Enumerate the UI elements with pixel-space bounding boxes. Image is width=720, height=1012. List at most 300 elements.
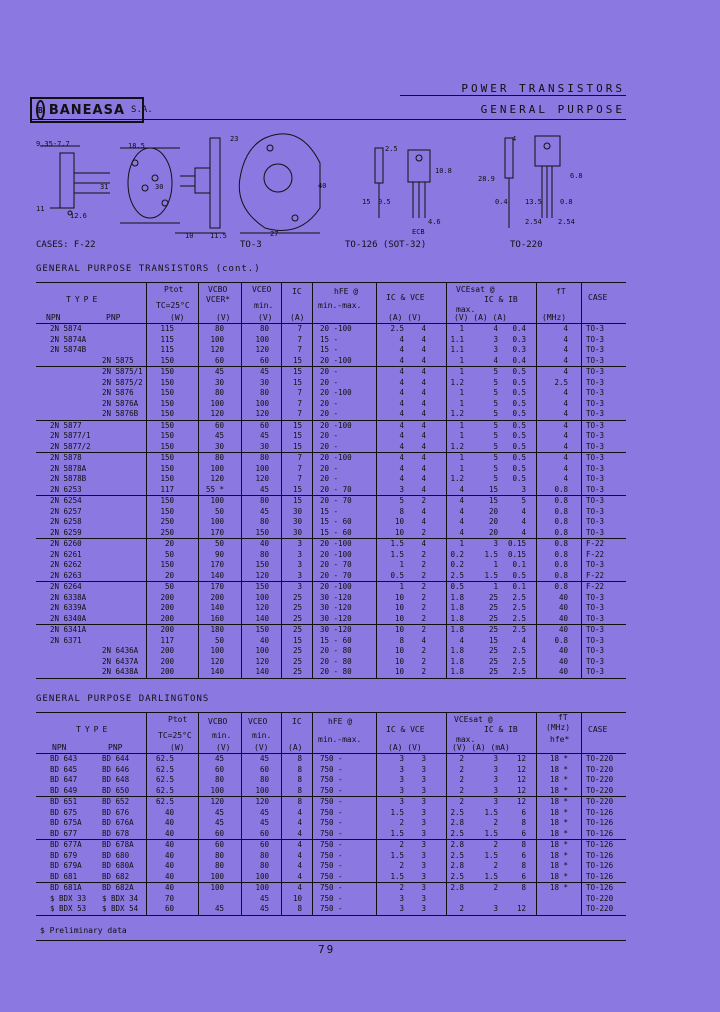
cell-pnp: BD 680A xyxy=(102,861,134,870)
cell-icc: 3 xyxy=(399,785,404,795)
cell-vce: 2 xyxy=(421,603,426,612)
cell-ft: 0.8 xyxy=(554,517,568,526)
cell-vce: 3 xyxy=(421,818,426,827)
cell-isat: 25 xyxy=(488,613,498,623)
cell-ptot: 150 xyxy=(160,441,174,451)
cell-vce: 2 xyxy=(421,613,426,623)
cell-ib: 0.5 xyxy=(512,388,526,397)
cell-ptot: 50 xyxy=(164,582,174,591)
cell-case: TO-126 xyxy=(586,818,614,827)
logo-suffix: S.A. xyxy=(131,105,153,115)
cell-ptot: 150 xyxy=(160,355,174,365)
cell-isat: 25 xyxy=(488,625,498,634)
cell-isat: 20 xyxy=(488,527,498,537)
cell-ic: 7 xyxy=(297,324,302,333)
cell-vceo: 30 xyxy=(259,441,269,451)
cell-vsat: 4 xyxy=(459,484,464,494)
cell-ic: 15 xyxy=(292,441,302,451)
cell-ib: 0.1 xyxy=(512,582,526,591)
cell-vceo: 30 xyxy=(259,377,269,387)
cell-vcbo: 120 xyxy=(210,345,224,354)
cell-case: F-22 xyxy=(586,539,605,548)
cell-case: TO-3 xyxy=(586,560,605,569)
transistor-row xyxy=(36,614,626,626)
transistor-row xyxy=(36,421,626,432)
cell-hfe: 750 - xyxy=(320,775,343,784)
cell-isat: 5 xyxy=(493,367,498,376)
cell-ib: 5 xyxy=(521,496,526,505)
cell-case: TO-3 xyxy=(586,474,605,483)
cell-isat: 15 xyxy=(488,484,498,494)
cell-vcbo: 100 xyxy=(210,398,224,408)
cell-ib: 2.5 xyxy=(512,625,526,634)
cell-ic: 30 xyxy=(292,527,302,537)
cell-vceo: 80 xyxy=(259,850,269,860)
cell-ptot: 150 xyxy=(160,506,174,516)
cell-npn: BD 677 xyxy=(50,828,78,838)
dim-to3-1: 30 xyxy=(155,183,164,191)
column-divider xyxy=(241,712,242,916)
cell-case: TO-3 xyxy=(586,496,605,505)
cell-vsat: 2 xyxy=(459,904,464,913)
cell-ft: 4 xyxy=(563,453,568,462)
cell-vsat: 1 xyxy=(459,367,464,376)
cell-ft: 0.8 xyxy=(554,549,568,559)
cell-vceo: 100 xyxy=(255,871,269,881)
cell-pnp: BD 676A xyxy=(102,818,134,827)
cell-ib: 8 xyxy=(521,883,526,892)
cell-vce: 2 xyxy=(421,549,426,559)
cell-vceo: 100 xyxy=(255,334,269,344)
cell-isat: 3 xyxy=(493,754,498,763)
cell-ptot: 200 xyxy=(160,603,174,612)
cell-hfe: 20 - 80 xyxy=(320,667,352,676)
cell-ic: 15 xyxy=(292,484,302,494)
cell-case: TO-3 xyxy=(586,420,605,430)
th2-vcbo-unit: (V) xyxy=(216,743,231,752)
cell-ib: 4 xyxy=(521,527,526,537)
cell-case: TO-3 xyxy=(586,463,605,473)
th-hfe-range: min.-max. xyxy=(318,301,362,310)
cell-hfe: 20 - xyxy=(320,431,339,440)
cell-hfe: 750 - xyxy=(320,893,343,903)
cell-ft: 40 xyxy=(558,603,568,612)
cell-vcbo: 180 xyxy=(210,625,224,634)
transistor-row xyxy=(36,474,626,485)
cell-hfe: 750 - xyxy=(320,883,343,892)
cell-npn: 2N 5874B xyxy=(50,345,87,354)
cell-npn: BD 675A xyxy=(50,818,82,827)
cell-vcbo: 60 xyxy=(214,355,224,365)
dim-to3-3: 10 xyxy=(185,232,194,240)
cell-icc: 3 xyxy=(399,484,404,494)
cell-pnp: BD 678 xyxy=(102,828,130,838)
cell-ic: 15 xyxy=(292,431,302,440)
cell-vceo: 100 xyxy=(255,646,269,655)
cell-icc: 4 xyxy=(399,420,404,430)
cell-vsat: 1.2 xyxy=(450,409,464,418)
cell-ptot: 150 xyxy=(160,398,174,408)
cell-ft: 40 xyxy=(558,667,568,676)
cell-case: TO-3 xyxy=(586,345,605,354)
cell-vceo: 140 xyxy=(255,613,269,623)
cell-hfe: 20 -100 xyxy=(320,582,352,591)
cell-ic: 30 xyxy=(292,517,302,526)
cell-hfe: 15 - 60 xyxy=(320,527,352,537)
cell-ft: 0.8 xyxy=(554,570,568,580)
cell-ib: 2.5 xyxy=(512,603,526,612)
column-divider xyxy=(198,712,199,916)
case-label-to220: TO-220 xyxy=(510,240,543,250)
cell-isat: 3 xyxy=(493,539,498,548)
cell-icc: 3 xyxy=(399,904,404,913)
cell-case: TO-3 xyxy=(586,603,605,612)
th2-vceo: VCEO xyxy=(248,717,268,726)
cell-ic: 8 xyxy=(297,764,302,774)
cell-hfe: 750 - xyxy=(320,785,343,795)
cell-ptot: 200 xyxy=(160,646,174,655)
th-vcesat-cond: IC & IB xyxy=(484,295,518,304)
darlington-row xyxy=(36,775,626,786)
cell-icc: 2 xyxy=(399,818,404,827)
cell-ib: 2.5 xyxy=(512,592,526,602)
cell-vsat: 2 xyxy=(459,775,464,784)
cell-vce: 4 xyxy=(421,355,426,365)
cell-case: TO-220 xyxy=(586,785,614,795)
darlington-row xyxy=(36,765,626,776)
cell-ib: 0.5 xyxy=(512,441,526,451)
cell-vcbo: 45 xyxy=(214,904,224,913)
cell-icc: 10 xyxy=(394,603,404,612)
cell-isat: 15 xyxy=(488,635,498,645)
transistor-row xyxy=(36,409,626,421)
cell-ic: 25 xyxy=(292,656,302,666)
cell-case: TO-126 xyxy=(586,871,614,881)
cell-ptot: 117 xyxy=(160,635,174,645)
th2-ic: IC xyxy=(292,717,302,726)
cell-vcbo: 60 xyxy=(214,840,224,849)
th2-ft: fT xyxy=(558,713,568,722)
cell-ft: 0.8 xyxy=(554,635,568,645)
dim-to126-0: 2.5 xyxy=(385,145,398,153)
dim-f22-0: 9.35-7.7 xyxy=(36,140,70,148)
darlington-row xyxy=(36,861,626,872)
cell-isat: 5 xyxy=(493,431,498,440)
cell-vcbo: 60 xyxy=(214,420,224,430)
th-hfe: hFE @ xyxy=(334,287,359,296)
dim-f22-1: 11 xyxy=(36,205,45,213)
cell-ic: 7 xyxy=(297,463,302,473)
cell-ib: 6 xyxy=(521,850,526,860)
cell-case: TO-3 xyxy=(586,484,605,494)
cell-case: TO-220 xyxy=(586,797,614,806)
cell-ptot: 150 xyxy=(160,431,174,440)
cell-hfe: 20 - xyxy=(320,398,339,408)
cell-ptot: 62.5 xyxy=(155,785,174,795)
cell-vce: 4 xyxy=(421,398,426,408)
cell-npn: 2N 5874 xyxy=(50,324,82,333)
transistor-row xyxy=(36,667,626,679)
cell-ft: 0.8 xyxy=(554,560,568,569)
cell-ft: 18 * xyxy=(549,840,568,849)
cell-icc: 2.5 xyxy=(390,324,404,333)
footnote: $ Preliminary data xyxy=(40,926,127,935)
th2-vcbo: VCBO xyxy=(208,717,228,726)
cell-icc: 10 xyxy=(394,592,404,602)
cell-vsat: 2.5 xyxy=(450,871,464,881)
transistor-row xyxy=(36,399,626,410)
cell-case: TO-3 xyxy=(586,377,605,387)
cell-vcbo: 120 xyxy=(210,474,224,483)
cell-vce: 3 xyxy=(421,754,426,763)
cell-ic: 8 xyxy=(297,904,302,913)
cell-case: TO-3 xyxy=(586,453,605,462)
cell-case: TO-3 xyxy=(586,656,605,666)
cell-ib: 12 xyxy=(516,904,526,913)
transistor-row xyxy=(36,646,626,657)
cell-ft: 4 xyxy=(563,345,568,354)
cell-ft: 40 xyxy=(558,592,568,602)
cell-case: TO-3 xyxy=(586,667,605,676)
cell-vcbo: 45 xyxy=(214,807,224,817)
cell-vce: 4 xyxy=(421,420,426,430)
cell-ic: 4 xyxy=(297,861,302,870)
cell-vce: 4 xyxy=(421,377,426,387)
cell-vceo: 40 xyxy=(259,539,269,548)
cell-ft: 40 xyxy=(558,656,568,666)
cell-ft: 0.8 xyxy=(554,496,568,505)
cell-npn: BD 643 xyxy=(50,754,78,763)
cell-ib: 12 xyxy=(516,754,526,763)
cell-icc: 3 xyxy=(399,893,404,903)
th-ptot: Ptot xyxy=(164,285,184,294)
cell-ib: 3 xyxy=(521,484,526,494)
dim-to220-5: 13.5 xyxy=(525,198,542,206)
cell-npn: BD 681A xyxy=(50,883,82,892)
cell-vce: 4 xyxy=(421,463,426,473)
cell-icc: 1 xyxy=(399,582,404,591)
darlington-row xyxy=(36,840,626,851)
cell-ic: 15 xyxy=(292,420,302,430)
cell-npn: BD 679 xyxy=(50,850,78,860)
cell-icc: 4 xyxy=(399,355,404,365)
cell-ptot: 200 xyxy=(160,667,174,676)
cell-ic: 8 xyxy=(297,754,302,763)
cell-case: TO-3 xyxy=(586,613,605,623)
cell-ib: 0.15 xyxy=(507,549,526,559)
cell-vceo: 80 xyxy=(259,496,269,505)
cell-vce: 2 xyxy=(421,582,426,591)
dim-to126-1: 10.8 xyxy=(435,167,452,175)
cell-vce: 3 xyxy=(421,883,426,892)
transistor-row xyxy=(36,453,626,464)
cell-isat: 3 xyxy=(493,785,498,795)
cell-ft: 4 xyxy=(563,463,568,473)
cell-ptot: 117 xyxy=(160,484,174,494)
cell-case: TO-220 xyxy=(586,775,614,784)
cell-hfe: 20 - 70 xyxy=(320,496,352,505)
cell-icc: 10 xyxy=(394,613,404,623)
th2-vceo-unit: (V) xyxy=(254,743,269,752)
cell-ft: 40 xyxy=(558,646,568,655)
th-ft: fT xyxy=(556,287,566,296)
cell-vce: 2 xyxy=(421,560,426,569)
cell-isat: 3 xyxy=(493,764,498,774)
header-line-1: POWER TRANSISTORS xyxy=(461,82,625,95)
cell-vsat: 1 xyxy=(459,463,464,473)
cell-ib: 8 xyxy=(521,818,526,827)
cell-pnp: 2N 5875 xyxy=(102,355,134,365)
transistor-row xyxy=(36,335,626,346)
cell-icc: 10 xyxy=(394,625,404,634)
column-divider xyxy=(376,712,377,916)
column-divider xyxy=(312,712,313,916)
cell-isat: 3 xyxy=(493,904,498,913)
cell-ft: 40 xyxy=(558,613,568,623)
cell-icc: 10 xyxy=(394,646,404,655)
cell-ic: 4 xyxy=(297,871,302,881)
darlington-row xyxy=(36,786,626,798)
cell-ib: 6 xyxy=(521,807,526,817)
cell-vce: 4 xyxy=(421,409,426,418)
cell-vceo: 140 xyxy=(255,667,269,676)
cell-vcbo: 140 xyxy=(210,603,224,612)
cell-vce: 3 xyxy=(421,871,426,881)
cell-vsat: 1 xyxy=(459,398,464,408)
cell-ib: 8 xyxy=(521,861,526,870)
cell-hfe: 15 - xyxy=(320,334,339,344)
cell-ptot: 62.5 xyxy=(155,754,174,763)
cell-vsat: 2 xyxy=(459,754,464,763)
transistor-row xyxy=(36,560,626,571)
cell-npn: 2N 6371 xyxy=(50,635,82,645)
cell-vceo: 60 xyxy=(259,840,269,849)
cell-vce: 4 xyxy=(421,453,426,462)
cell-isat: 4 xyxy=(493,355,498,365)
column-divider xyxy=(146,282,147,679)
cell-case: TO-3 xyxy=(586,517,605,526)
th2-vceo-min: min. xyxy=(252,731,272,740)
cell-vceo: 45 xyxy=(259,484,269,494)
cell-icc: 0.5 xyxy=(390,570,404,580)
cell-isat: 3 xyxy=(493,775,498,784)
cell-vceo: 150 xyxy=(255,560,269,569)
transistors-table-header xyxy=(36,282,626,324)
cell-npn: 2N 6253 xyxy=(50,484,82,494)
cell-ib: 0.5 xyxy=(512,377,526,387)
cell-hfe: 20 -100 xyxy=(320,355,352,365)
cell-npn: BD 647 xyxy=(50,775,78,784)
cell-ft: 18 * xyxy=(549,850,568,860)
cell-isat: 15 xyxy=(488,496,498,505)
cell-case: TO-126 xyxy=(586,883,614,892)
cell-vsat: 1 xyxy=(459,420,464,430)
cell-ft: 4 xyxy=(563,355,568,365)
cell-case: F-22 xyxy=(586,549,605,559)
cell-npn: BD 677A xyxy=(50,840,82,849)
transistor-row xyxy=(36,345,626,356)
cell-npn: 2N 6263 xyxy=(50,570,82,580)
transistor-row xyxy=(36,539,626,550)
cell-ptot: 250 xyxy=(160,517,174,526)
cell-ic: 25 xyxy=(292,625,302,634)
cell-hfe: 750 - xyxy=(320,828,343,838)
transistor-row xyxy=(36,550,626,561)
cell-vceo: 80 xyxy=(259,775,269,784)
cell-vcbo: 100 xyxy=(210,496,224,505)
cell-ptot: 40 xyxy=(164,850,174,860)
cell-isat: 1.5 xyxy=(484,549,498,559)
cell-vce: 2 xyxy=(421,527,426,537)
cell-vceo: 80 xyxy=(259,453,269,462)
cell-ib: 0.5 xyxy=(512,367,526,376)
cell-vcbo: 80 xyxy=(214,775,224,784)
cell-vcbo: 160 xyxy=(210,613,224,623)
cell-vceo: 120 xyxy=(255,409,269,418)
cell-isat: 25 xyxy=(488,667,498,676)
cell-icc: 1.5 xyxy=(390,549,404,559)
cell-icc: 4 xyxy=(399,441,404,451)
th-ic: IC xyxy=(292,287,302,296)
cell-vcbo: 80 xyxy=(214,453,224,462)
cell-case: TO-220 xyxy=(586,764,614,774)
cell-hfe: 20 -100 xyxy=(320,549,352,559)
transistor-row xyxy=(36,625,626,636)
th-npn: NPN xyxy=(46,313,61,322)
cell-vsat: 4 xyxy=(459,635,464,645)
cell-vceo: 45 xyxy=(259,754,269,763)
cell-isat: 25 xyxy=(488,646,498,655)
case-label-to3: TO-3 xyxy=(240,240,262,250)
cell-vcbo: 100 xyxy=(210,646,224,655)
cell-ft: 18 * xyxy=(549,807,568,817)
cell-case: TO-3 xyxy=(586,527,605,537)
darlington-row xyxy=(36,797,626,808)
cell-ic: 25 xyxy=(292,603,302,612)
cell-vcbo: 100 xyxy=(210,334,224,344)
cell-vceo: 45 xyxy=(259,893,269,903)
cell-ib: 0.5 xyxy=(512,474,526,483)
cell-vce: 2 xyxy=(421,570,426,580)
cell-vsat: 2 xyxy=(459,764,464,774)
cell-npn: BD 679A xyxy=(50,861,82,870)
cell-ptot: 200 xyxy=(160,613,174,623)
cell-vcbo: 45 xyxy=(214,431,224,440)
cell-vsat: 2 xyxy=(459,785,464,795)
cell-ptot: 150 xyxy=(160,388,174,397)
cell-ic: 7 xyxy=(297,345,302,354)
cell-npn: 2N 6338A xyxy=(50,592,87,602)
cell-hfe: 20 -100 xyxy=(320,539,352,548)
transistor-row xyxy=(36,582,626,593)
cell-hfe: 15 - xyxy=(320,506,339,516)
th2-type: TYPE xyxy=(76,725,112,734)
cell-ptot: 40 xyxy=(164,807,174,817)
cell-case: TO-3 xyxy=(586,388,605,397)
cell-npn: BD 651 xyxy=(50,797,78,806)
cell-npn: 2N 5878 xyxy=(50,453,82,462)
cell-vsat: 1 xyxy=(459,324,464,333)
cell-icc: 4 xyxy=(399,377,404,387)
transistor-row xyxy=(36,593,626,604)
cell-vcbo: 120 xyxy=(210,656,224,666)
cell-isat: 5 xyxy=(493,409,498,418)
cell-isat: 5 xyxy=(493,398,498,408)
cell-vcbo: 100 xyxy=(210,463,224,473)
cell-vcbo: 45 xyxy=(214,367,224,376)
cell-case: TO-3 xyxy=(586,367,605,376)
darlington-row xyxy=(36,829,626,841)
